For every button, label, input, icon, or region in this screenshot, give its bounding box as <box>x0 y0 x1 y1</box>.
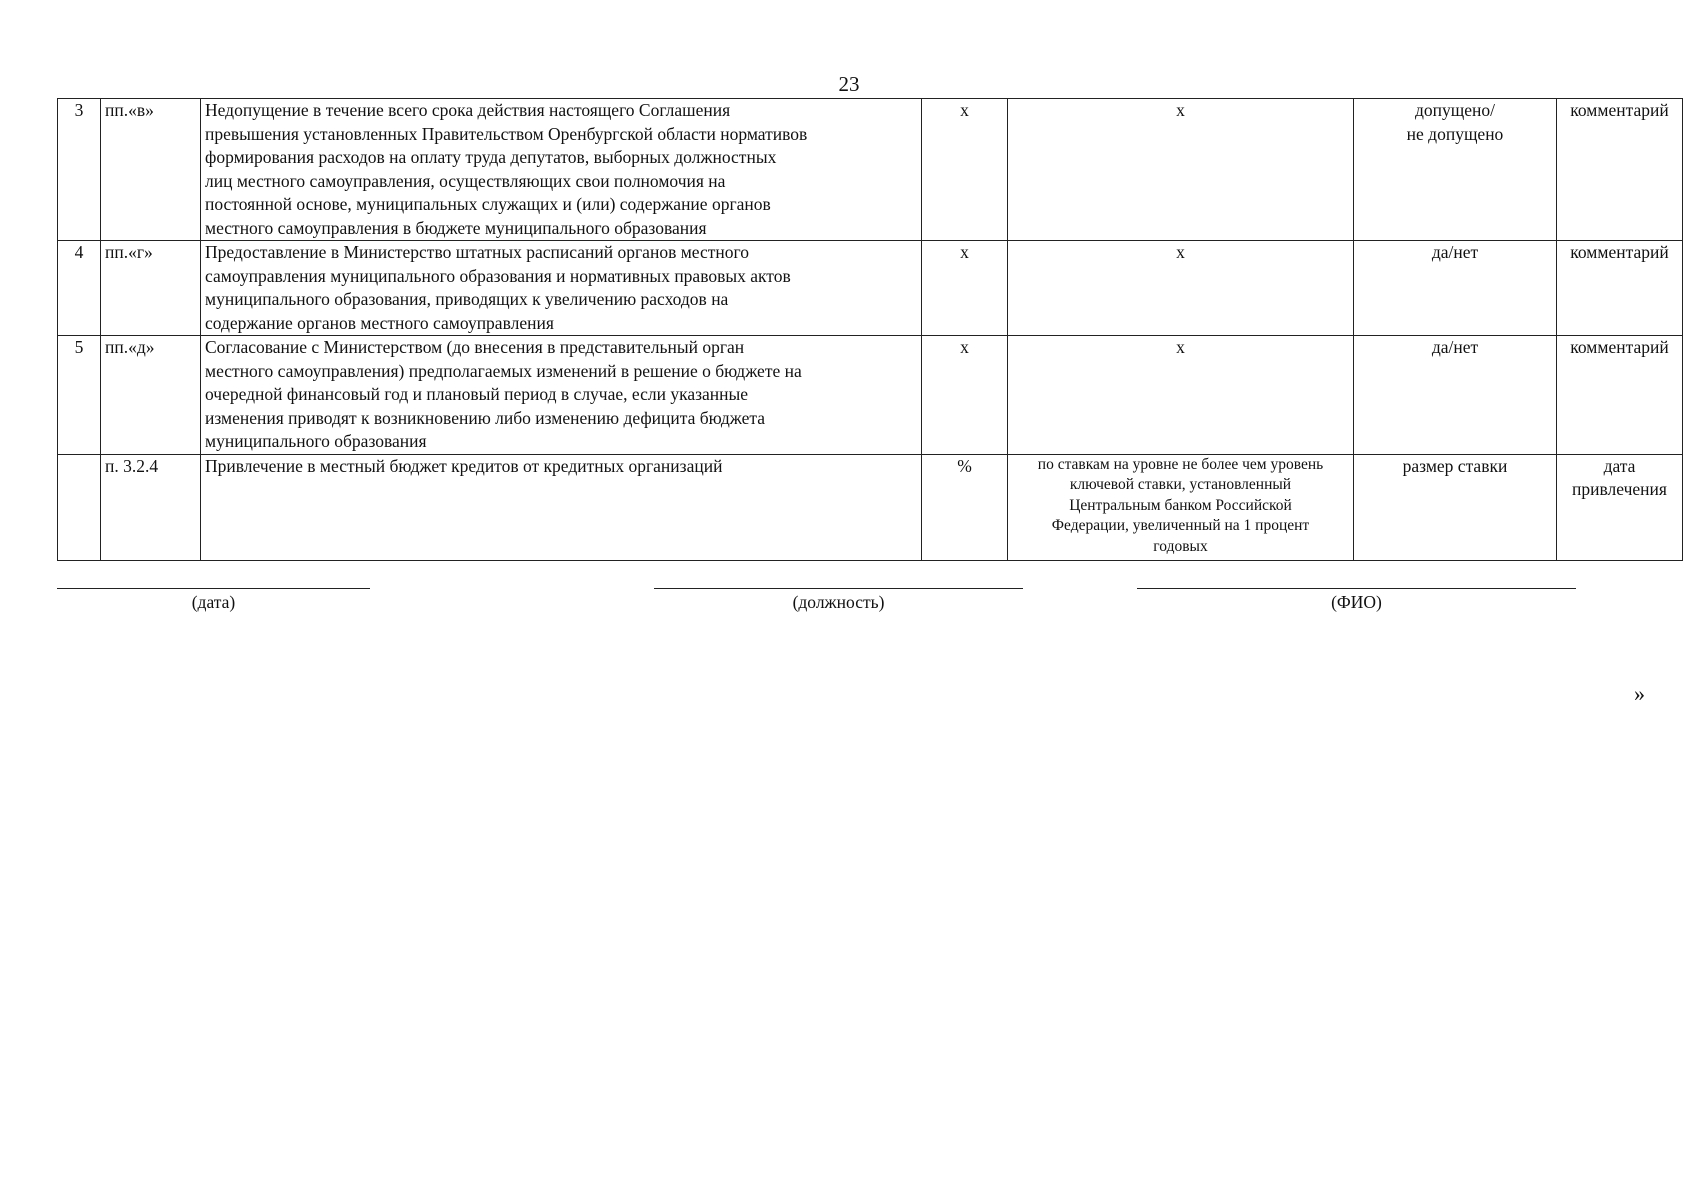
description-line: Предоставление в Министерство штатных расписаний органов местного <box>205 242 750 262</box>
description-line: очередной финансовый год и плановый период в случае, если указанные <box>205 384 749 404</box>
row-number-cell: 4 <box>58 241 101 336</box>
description-line: местного самоуправления в бюджете муниципального образования <box>205 217 707 238</box>
condition-line: Центральным банком Российской <box>1069 496 1292 514</box>
description-line: содержание органов местного самоуправления <box>205 312 554 333</box>
note-cell <box>1557 99 1683 241</box>
condition-line: х <box>1176 337 1185 357</box>
table-row <box>58 454 1683 560</box>
clause-reference-cell: пп.«д» <box>101 336 201 455</box>
note-cell <box>1557 241 1683 336</box>
condition-line: х <box>1176 242 1185 262</box>
description-cell <box>201 454 922 560</box>
description-line: муниципального образования, приводящих к увеличению расходов на <box>205 289 729 309</box>
description-cell <box>201 336 922 455</box>
table-row <box>58 336 1683 455</box>
condition-cell <box>1008 454 1354 560</box>
row-number-cell: 3 <box>58 99 101 241</box>
signature-date-label: (дата) <box>57 588 370 614</box>
clause-reference-cell: пп.«г» <box>101 241 201 336</box>
value-line: да/нет <box>1431 337 1479 357</box>
value-cell <box>1354 454 1557 560</box>
description-line: лиц местного самоуправления, осуществляющих свои полномочия на <box>205 170 726 191</box>
unit-cell: х <box>922 99 1008 241</box>
description-line: превышения установленных Правительством Оренбургской области нормативов <box>205 123 808 144</box>
indicators-table <box>57 98 1683 561</box>
table-row <box>58 99 1683 241</box>
value-line: допущено/ <box>1415 100 1495 120</box>
closing-quote-mark: » <box>1634 681 1645 706</box>
page-number: 23 <box>838 72 860 96</box>
condition-line: ключевой ставки, установленный <box>1069 476 1292 493</box>
description-line: самоуправления муниципального образования и нормативных правовых актов <box>205 265 791 286</box>
value-cell <box>1354 99 1557 241</box>
condition-line: по ставкам на уровне не более чем уровень <box>1037 455 1324 473</box>
signature-fio-label: (ФИО) <box>1137 588 1576 614</box>
description-line: Недопущение в течение всего срока действия настоящего Соглашения <box>205 100 731 120</box>
value-cell <box>1354 241 1557 336</box>
description-line: формирования расходов на оплату труда депутатов, выборных должностных <box>205 147 777 167</box>
note-line: комментарий <box>1570 242 1669 262</box>
condition-cell <box>1008 99 1354 241</box>
note-line: комментарий <box>1570 100 1669 120</box>
description-line: изменения приводят к возникновению либо изменению дефицита бюджета <box>205 407 766 428</box>
description-cell <box>201 241 922 336</box>
table-row <box>58 241 1683 336</box>
note-line: комментарий <box>1570 337 1669 357</box>
condition-line: х <box>1176 100 1185 120</box>
condition-line: годовых <box>1153 537 1208 555</box>
description-line: муниципального образования <box>205 431 427 451</box>
clause-reference-cell: пп.«в» <box>101 99 201 241</box>
description-cell <box>201 99 922 241</box>
note-line: привлечения <box>1572 479 1667 499</box>
signature-position-label: (должность) <box>654 588 1023 614</box>
row-number-cell <box>58 454 101 560</box>
row-number-cell: 5 <box>58 336 101 455</box>
value-line: да/нет <box>1431 242 1479 262</box>
clause-reference-cell: п. 3.2.4 <box>101 454 201 560</box>
condition-line: Федерации, увеличенный на 1 процент <box>1051 517 1310 534</box>
description-line: Согласование с Министерством (до внесения в представительный орган <box>205 337 745 357</box>
value-line: размер ставки <box>1402 455 1508 476</box>
unit-cell: х <box>922 241 1008 336</box>
note-cell <box>1557 336 1683 455</box>
note-line: дата <box>1603 455 1636 476</box>
value-cell <box>1354 336 1557 455</box>
unit-cell: % <box>922 454 1008 560</box>
condition-cell <box>1008 241 1354 336</box>
description-line: постоянной основе, муниципальных служащих и (или) содержание органов <box>205 194 771 214</box>
unit-cell: х <box>922 336 1008 455</box>
description-line: местного самоуправления) предполагаемых изменений в решение о бюджете на <box>205 360 802 381</box>
note-cell <box>1557 454 1683 560</box>
condition-cell <box>1008 336 1354 455</box>
value-line: не допущено <box>1406 123 1504 144</box>
description-line: Привлечение в местный бюджет кредитов от кредитных организаций <box>205 455 723 476</box>
